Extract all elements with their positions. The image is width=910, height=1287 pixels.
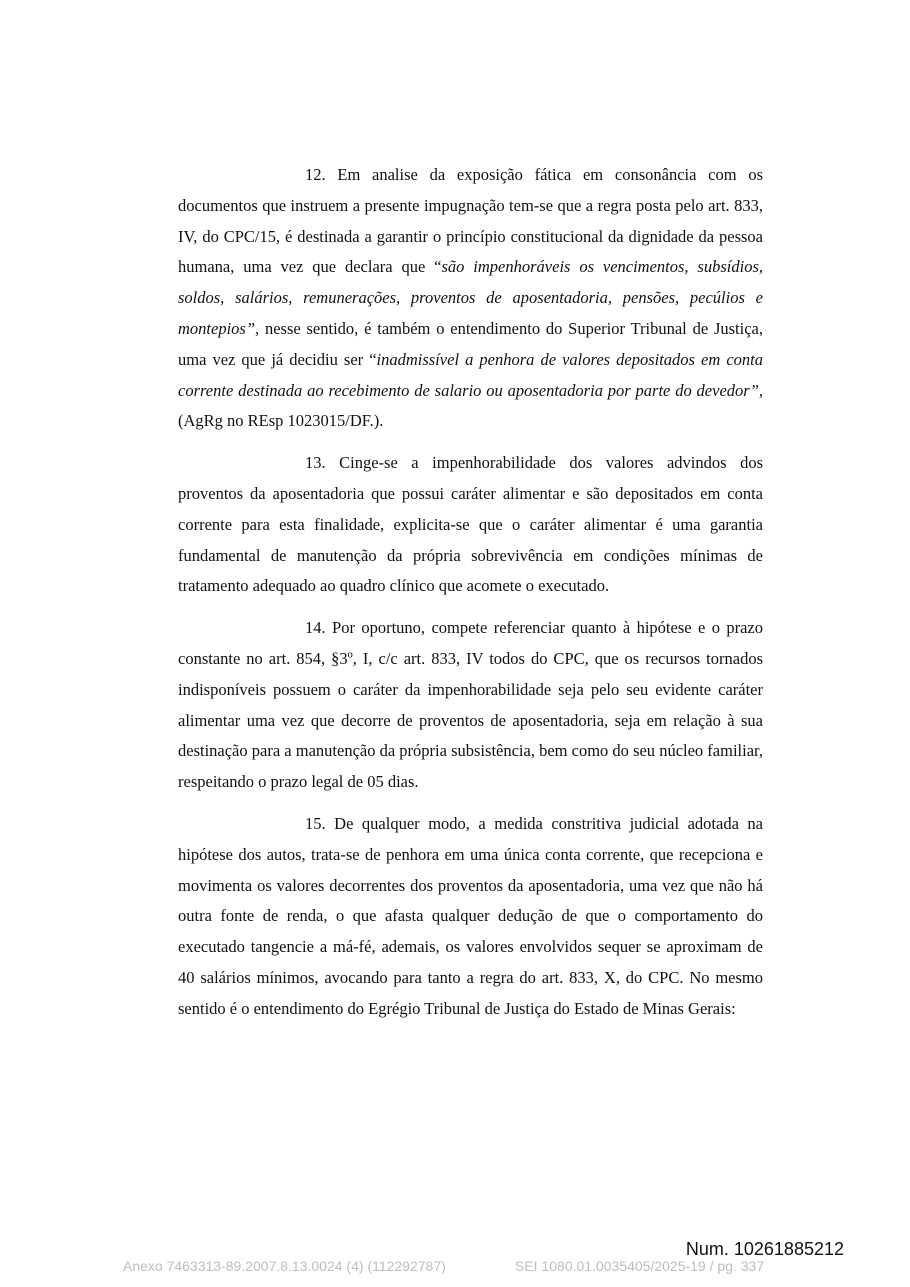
paragraph-14: 14. Por oportuno, compete referenciar quanto à hipótese e o prazo constante no art. 854, §3º, I, c/c art. 833, IV todos do CPC, que os recursos tornados indisponíveis possuem o caráter da impenhorabilidade seja pelo seu evidente caráter alimentar uma vez que decorre de proventos de aposentadoria, seja em relação à sua destinação para a manutenção da própria subsistência, bem como do seu núcleo familiar, respeitando o prazo legal de 05 dias. xyxy=(178,618,763,792)
paragraph-12-text-1: 12. Em analise da exposição fática em consonância com os documentos que instruem a presente impugnação tem-se que a regra posta pelo art. 833, IV, do CPC/15, é destinada a garantir o princípio constitucional da dignidade da pessoa humana, uma vez que declara que “ xyxy=(178,165,763,277)
document-body xyxy=(178,160,763,1036)
paragraph-12 xyxy=(178,160,763,437)
document-number: Num. 10261885212 xyxy=(685,1239,844,1259)
paragraph-12-quote-2: inadmissível a penhora de valores depositados em conta corrente destinada ao recebimento de salario ou aposentadoria por parte do devedor”, xyxy=(178,349,763,400)
paragraph-13: 13. Cinge-se a impenhorabilidade dos valores advindos dos proventos da aposentadoria que possui caráter alimentar e são depositados em conta corrente para esta finalidade, explicita-se que o caráter alimentar é uma garantia fundamental de manutenção da própria sobrevivência em condições mínimas de tratamento adequado ao quadro clínico que acomete o executado. xyxy=(178,453,763,596)
footer-sei-reference: SEI 1080.01.0035405/2025-19 / pg. 337 xyxy=(515,1258,765,1274)
footer-annex-reference: Anexo 7463313-89.2007.8.13.0024 (4) (112292787) xyxy=(123,1258,446,1274)
paragraph-12-text-3: (AgRg no REsp 1023015/DF.). xyxy=(178,411,384,431)
paragraph-12-quote-1: são impenhoráveis os vencimentos, subsídios, soldos, salários, remunerações, proventos de aposentadoria, pensões, pecúlios e montepios”, xyxy=(178,257,763,338)
paragraph-12-text-2: nesse sentido, é também o entendimento do Superior Tribunal de Justiça, uma vez que já decidiu ser “ xyxy=(178,318,763,369)
paragraph-15: 15. De qualquer modo, a medida constritiva judicial adotada na hipótese dos autos, trata-se de penhora em uma única conta corrente, que recepciona e movimenta os valores decorrentes dos proventos da aposentadoria, uma vez que não há outra fonte de renda, o que afasta qualquer dedução de que o comportamento do executado tangencie a má-fé, ademais, os valores envolvidos sequer se aproximam de 40 salários mínimos, avocando para tanto a regra do art. 833, X, do CPC. No mesmo sentido é o entendimento do Egrégio Tribunal de Justiça do Estado de Minas Gerais: xyxy=(178,813,763,1018)
